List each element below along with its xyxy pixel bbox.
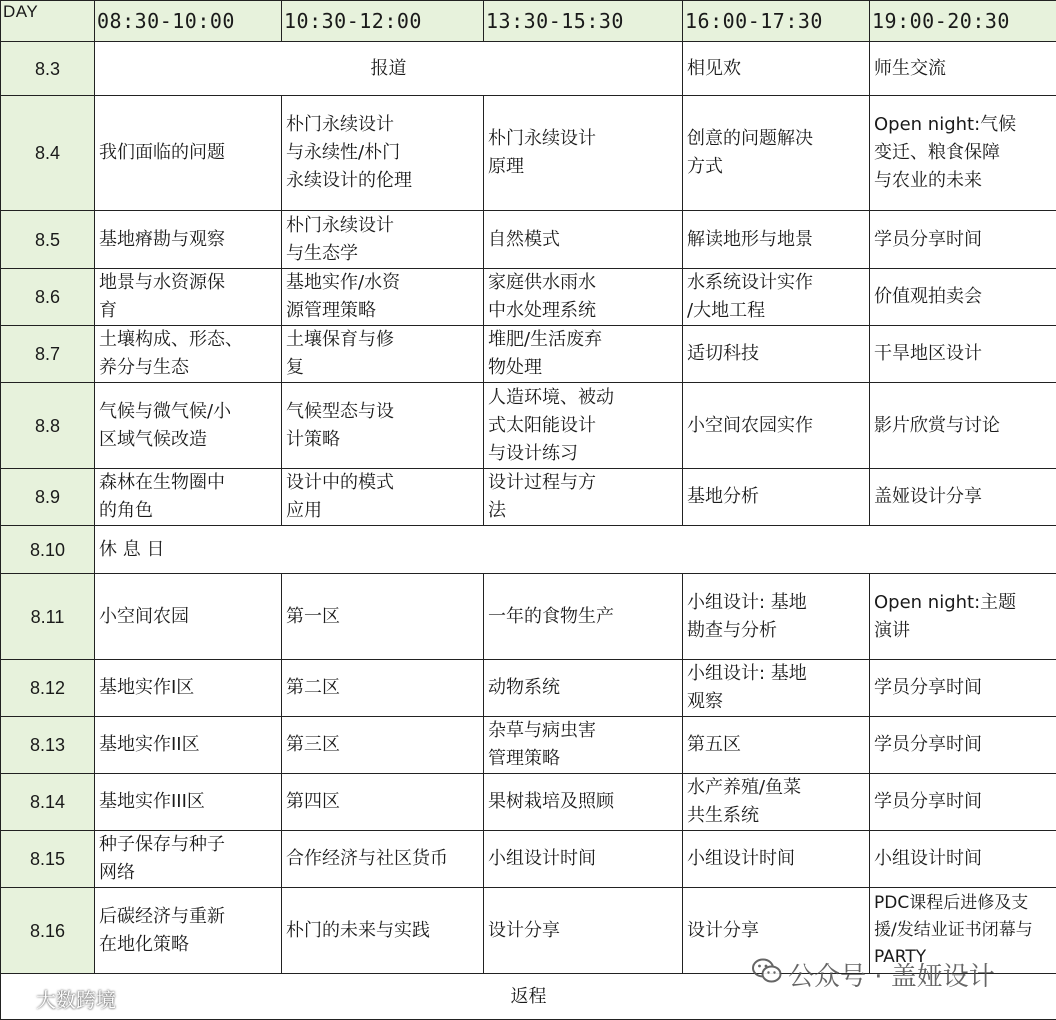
slot-header-4: 16:00-17:30 (683, 1, 870, 42)
day-cell: 8.11 (1, 574, 95, 660)
schedule-cell: 后碳经济与重新 在地化策略 (95, 888, 282, 974)
rest-day-cell: 休 息 日 (95, 526, 1056, 574)
table-row (1, 326, 1056, 383)
schedule-cell: 水产养殖/鱼菜 共生系统 (683, 774, 870, 831)
schedule-cell: 创意的问题解决 方式 (683, 96, 870, 211)
weibo-icon (6, 985, 32, 1012)
day-cell: 8.12 (1, 660, 95, 717)
table-row (1, 526, 1056, 574)
schedule-cell: 第三区 (282, 717, 484, 774)
schedule-cell: 小组设计: 基地 观察 (683, 660, 870, 717)
schedule-cell: 小组设计时间 (870, 831, 1056, 888)
day-cell: 8.8 (1, 383, 95, 469)
schedule-cell: 设计分享 (484, 888, 683, 974)
table-row (1, 211, 1056, 269)
day-cell: 8.5 (1, 211, 95, 269)
schedule-cell: 学员分享时间 (870, 660, 1056, 717)
schedule-cell: PDC课程后进修及支 援/发结业证书闭幕与 PARTY (870, 888, 1056, 974)
day-cell: 8.13 (1, 717, 95, 774)
schedule-cell: 小组设计时间 (484, 831, 683, 888)
schedule-cell: 人造环境、被动 式太阳能设计 与设计练习 (484, 383, 683, 469)
day-cell: 8.16 (1, 888, 95, 974)
day-cell: 8.4 (1, 96, 95, 211)
schedule-cell: 土壤构成、形态、 养分与生态 (95, 326, 282, 383)
schedule-cell: 第四区 (282, 774, 484, 831)
schedule-cell: 报道 (95, 42, 683, 96)
schedule-cell: 水系统设计实作 /大地工程 (683, 269, 870, 326)
schedule-cell: 合作经济与社区货币 (282, 831, 484, 888)
schedule-cell: 小空间农园 (95, 574, 282, 660)
schedule-cell: Open night:气候 变迁、粮食保障 与农业的未来 (870, 96, 1056, 211)
schedule-cell: 小组设计: 基地 勘查与分析 (683, 574, 870, 660)
day-cell: 8.10 (1, 526, 95, 574)
schedule-cell: 朴门永续设计 与永续性/朴门 永续设计的伦理 (282, 96, 484, 211)
table-row (1, 269, 1056, 326)
schedule-cell: 气候与微气候/小 区域气候改造 (95, 383, 282, 469)
schedule-cell: 第五区 (683, 717, 870, 774)
schedule-cell: 基地实作II区 (95, 717, 282, 774)
table-row (1, 96, 1056, 211)
weibo-watermark (6, 984, 116, 1013)
wechat-watermark (752, 956, 995, 993)
schedule-cell: 森林在生物圈中 的角色 (95, 469, 282, 526)
schedule-cell: 小组设计时间 (683, 831, 870, 888)
schedule-cell: 家庭供水雨水 中水处理系统 (484, 269, 683, 326)
schedule-cell: 设计分享 (683, 888, 870, 974)
schedule-cell: 影片欣赏与讨论 (870, 383, 1056, 469)
day-cell: 8.6 (1, 269, 95, 326)
wechat-icon (752, 958, 782, 991)
schedule-cell: 基地分析 (683, 469, 870, 526)
table-row (1, 42, 1056, 96)
schedule-cell: Open night:主题 演讲 (870, 574, 1056, 660)
day-cell: 8.9 (1, 469, 95, 526)
schedule-cell: 小空间农园实作 (683, 383, 870, 469)
wechat-watermark-text: 公众号 · 盖娅设计 (788, 956, 995, 993)
schedule-cell: 学员分享时间 (870, 211, 1056, 269)
schedule-cell: 设计过程与方 法 (484, 469, 683, 526)
schedule-cell: 果树栽培及照顾 (484, 774, 683, 831)
day-cell: 8.14 (1, 774, 95, 831)
schedule-cell: 我们面临的问题 (95, 96, 282, 211)
schedule-cell: 基地实作/水资 源管理策略 (282, 269, 484, 326)
header-row (1, 1, 1056, 42)
schedule-cell: 杂草与病虫害 管理策略 (484, 717, 683, 774)
schedule-cell: 适切科技 (683, 326, 870, 383)
schedule-cell: 设计中的模式 应用 (282, 469, 484, 526)
slot-header-5: 19:00-20:30 (870, 1, 1056, 42)
schedule-cell: 朴门永续设计 与生态学 (282, 211, 484, 269)
schedule-cell: 师生交流 (870, 42, 1056, 96)
day-cell: 8.3 (1, 42, 95, 96)
schedule-cell: 学员分享时间 (870, 774, 1056, 831)
schedule-cell: 盖娅设计分享 (870, 469, 1056, 526)
table-row (1, 383, 1056, 469)
day-cell: 8.7 (1, 326, 95, 383)
weibo-watermark-text: 大数跨境 (36, 984, 116, 1013)
table-row (1, 660, 1056, 717)
schedule-cell: 第一区 (282, 574, 484, 660)
schedule-cell: 堆肥/生活废弃 物处理 (484, 326, 683, 383)
schedule-cell: 基地实作III区 (95, 774, 282, 831)
schedule-cell: 一年的食物生产 (484, 574, 683, 660)
schedule-cell: 种子保存与种子 网络 (95, 831, 282, 888)
slot-header-1: 08:30-10:00 (95, 1, 282, 42)
schedule-cell: 解读地形与地景 (683, 211, 870, 269)
schedule-cell: 气候型态与设 计策略 (282, 383, 484, 469)
schedule-cell: 动物系统 (484, 660, 683, 717)
schedule-cell: 相见欢 (683, 42, 870, 96)
schedule-cell: 基地实作I区 (95, 660, 282, 717)
return-cell: 返程 (1, 974, 1056, 1020)
schedule-cell: 地景与水资源保 育 (95, 269, 282, 326)
schedule-cell: 基地瘠勘与观察 (95, 211, 282, 269)
schedule-cell: 朴门的未来与实践 (282, 888, 484, 974)
table-row (1, 469, 1056, 526)
day-cell: 8.15 (1, 831, 95, 888)
schedule-cell: 自然模式 (484, 211, 683, 269)
schedule-cell: 干旱地区设计 (870, 326, 1056, 383)
slot-header-2: 10:30-12:00 (282, 1, 484, 42)
schedule-cell: 朴门永续设计 原理 (484, 96, 683, 211)
schedule-cell: 学员分享时间 (870, 717, 1056, 774)
table-row (1, 774, 1056, 831)
schedule-cell: 第二区 (282, 660, 484, 717)
schedule-cell: 价值观拍卖会 (870, 269, 1056, 326)
day-header: DAY (1, 1, 95, 42)
slot-header-3: 13:30-15:30 (484, 1, 683, 42)
table-row (1, 717, 1056, 774)
schedule-cell: 土壤保育与修 复 (282, 326, 484, 383)
table-row (1, 574, 1056, 660)
table-row (1, 831, 1056, 888)
